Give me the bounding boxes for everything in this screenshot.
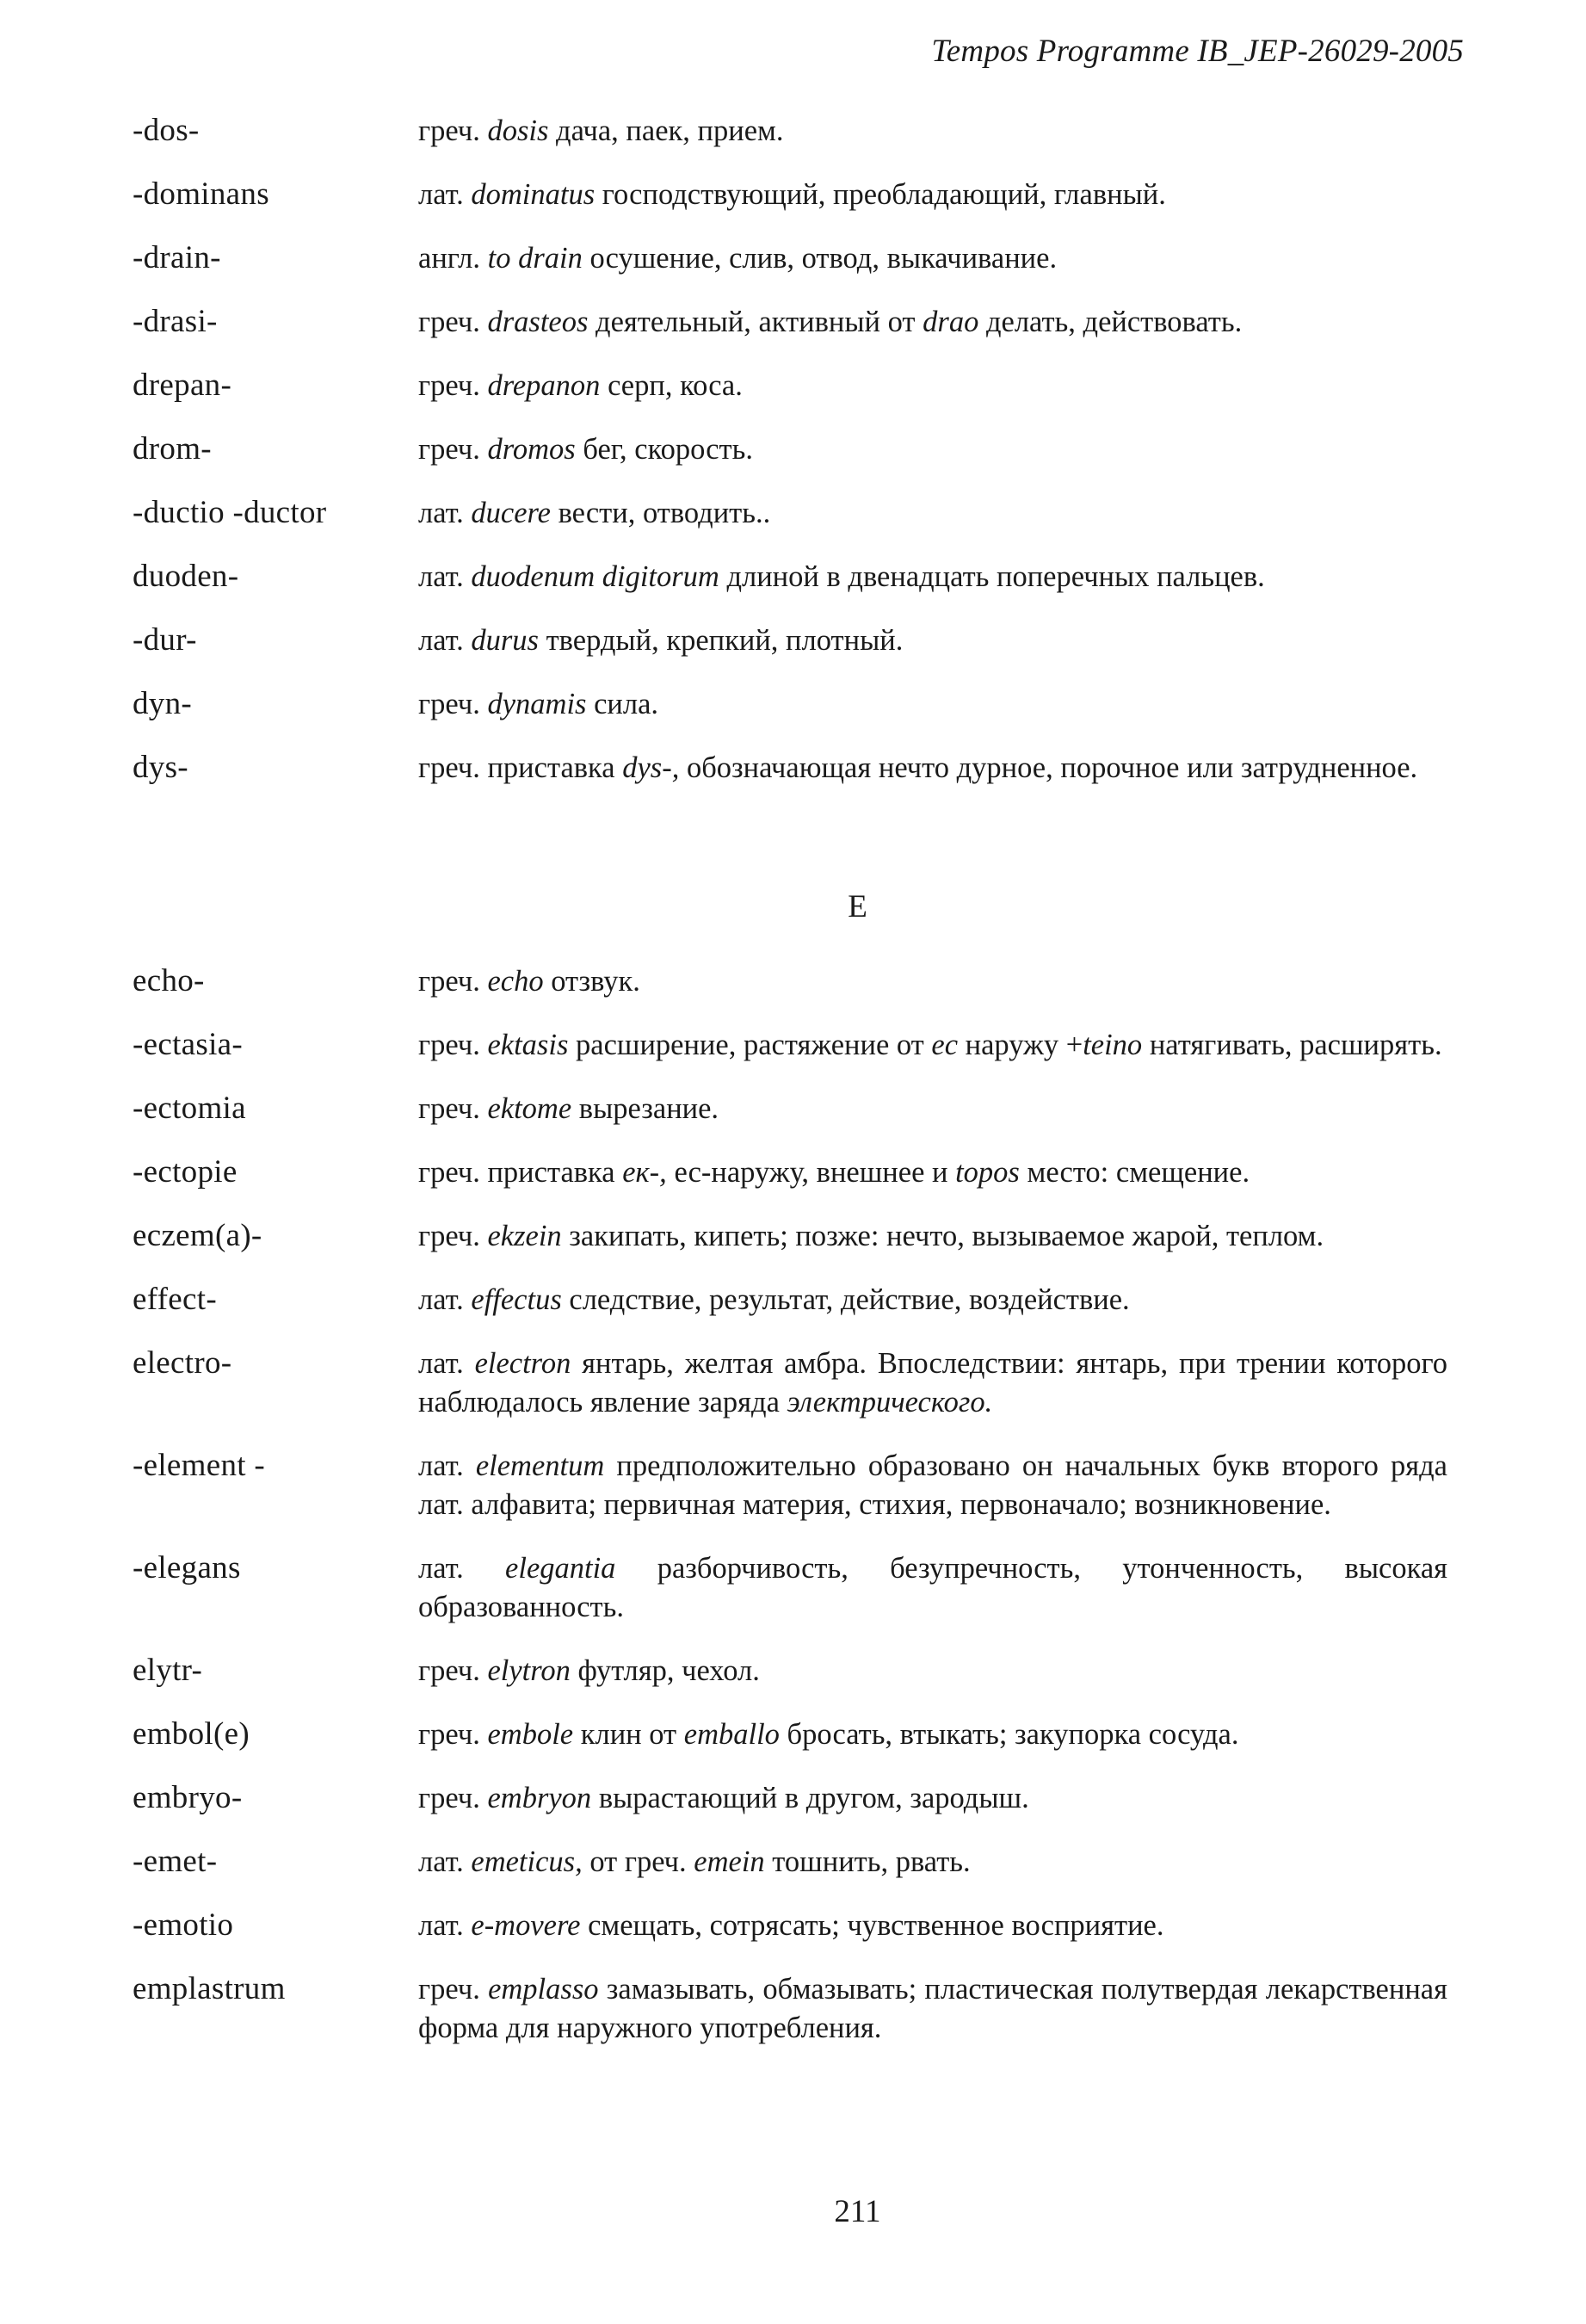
entry-definition bbox=[418, 1779, 1447, 1818]
definition-text: твердый, крепкий, плотный. bbox=[538, 624, 904, 657]
definition-italic-word: to drain bbox=[487, 242, 583, 275]
definition-text: место: смещение. bbox=[1019, 1156, 1250, 1189]
definition-text: вырастающий в другом, зародыш. bbox=[591, 1782, 1029, 1814]
glossary-entry bbox=[0, 1652, 1586, 1690]
definition-text: греч. bbox=[418, 433, 488, 466]
definition-italic-word: ducere bbox=[471, 497, 551, 529]
glossary-entry bbox=[0, 962, 1586, 1001]
definition-text: ес-наружу, внешнее и bbox=[666, 1156, 956, 1189]
definition-text: серп, коса. bbox=[600, 369, 743, 402]
entry-definition bbox=[418, 1153, 1447, 1192]
entry-term: electro- bbox=[133, 1345, 232, 1381]
entry-term: -emet- bbox=[133, 1844, 218, 1879]
glossary-entry bbox=[0, 1970, 1586, 2048]
entry-definition bbox=[418, 962, 1447, 1001]
definition-text: вырезание. bbox=[571, 1092, 719, 1125]
glossary-entry bbox=[0, 685, 1586, 724]
definition-italic-word: durus bbox=[471, 624, 539, 657]
definition-italic-word: emein bbox=[694, 1845, 765, 1878]
definition-italic-word: elementum bbox=[475, 1449, 605, 1482]
entry-definition bbox=[418, 112, 1447, 151]
definition-text: лат. bbox=[418, 1449, 476, 1482]
glossary-entry bbox=[0, 1843, 1586, 1882]
entry-definition bbox=[418, 1217, 1447, 1256]
entry-term: eczem(a)- bbox=[133, 1218, 262, 1253]
definition-text: греч. bbox=[418, 1654, 488, 1687]
definition-text: греч. bbox=[418, 1220, 488, 1252]
definition-text: лат. bbox=[418, 1552, 506, 1585]
definition-italic-word: effectus bbox=[471, 1283, 562, 1316]
entry-term: echo- bbox=[133, 963, 205, 998]
entry-term: -ectasia- bbox=[133, 1027, 243, 1062]
definition-italic-word: ektome bbox=[487, 1092, 572, 1125]
section-letter-heading: E bbox=[848, 889, 867, 924]
definition-italic-word: e-movere bbox=[471, 1909, 581, 1942]
entry-definition bbox=[418, 239, 1447, 278]
entry-term: embol(e) bbox=[133, 1716, 250, 1752]
definition-text: сила. bbox=[586, 688, 659, 720]
glossary-entry bbox=[0, 239, 1586, 278]
definition-italic-word: ек-, bbox=[622, 1156, 667, 1189]
glossary-entry bbox=[0, 1344, 1586, 1422]
entry-term: -ectopie bbox=[133, 1154, 238, 1190]
entry-definition bbox=[418, 1090, 1447, 1128]
definition-text: следствие, результат, действие, воздействие. bbox=[561, 1283, 1130, 1316]
entry-term: -dur- bbox=[133, 622, 197, 658]
definition-text: греч. bbox=[418, 1782, 488, 1814]
definition-text: дача, паек, прием. bbox=[548, 114, 784, 147]
definition-text: янтарь, желтая амбра. Впоследствии: янтарь, при трении которого наблюдалось явление заряда bbox=[418, 1347, 1447, 1419]
definition-text: деятельный, активный от bbox=[588, 306, 923, 338]
definition-italic-word: embole bbox=[487, 1718, 574, 1751]
definition-text: греч. bbox=[418, 1718, 488, 1751]
glossary-entry bbox=[0, 1907, 1586, 1945]
definition-text: вести, отводить.. bbox=[550, 497, 771, 529]
glossary-entry bbox=[0, 430, 1586, 469]
definition-italic-word: duodenum digitorum bbox=[471, 560, 719, 593]
definition-italic-word: ec bbox=[931, 1029, 959, 1061]
definition-text: лат. bbox=[418, 1347, 475, 1380]
entry-definition bbox=[418, 1026, 1447, 1065]
definition-italic-word: ekzein bbox=[487, 1220, 562, 1252]
definition-text: лат. bbox=[418, 1283, 472, 1316]
definition-text: длиной в двенадцать поперечных пальцев. bbox=[719, 560, 1265, 593]
definition-text: лат. bbox=[418, 1845, 472, 1878]
entry-definition bbox=[418, 1447, 1447, 1524]
definition-text: греч. приставка bbox=[418, 751, 623, 784]
definition-text: футляр, чехол. bbox=[570, 1654, 760, 1687]
definition-text: предположительно образовано он начальных букв второго ряда лат. алфавита; первичная материя, стихия, первоначало; возникновение. bbox=[418, 1449, 1447, 1521]
definition-text: греч. приставка bbox=[418, 1156, 623, 1189]
glossary-entry bbox=[0, 1217, 1586, 1256]
definition-italic-word: topos bbox=[955, 1156, 1020, 1189]
entry-term: -dominans bbox=[133, 176, 269, 212]
definition-text: греч. bbox=[418, 688, 488, 720]
entry-definition bbox=[418, 1907, 1447, 1945]
definition-italic-word: elytron bbox=[487, 1654, 571, 1687]
glossary-entry bbox=[0, 749, 1586, 788]
entry-term: -ductio -ductor bbox=[133, 495, 327, 530]
definition-text: лат. bbox=[418, 497, 472, 529]
glossary-entry bbox=[0, 1090, 1586, 1128]
glossary-entry bbox=[0, 1153, 1586, 1192]
entry-definition bbox=[418, 1652, 1447, 1690]
definition-text: греч. bbox=[418, 306, 488, 338]
glossary-entry bbox=[0, 494, 1586, 533]
definition-text: лат. bbox=[418, 624, 472, 657]
definition-italic-word: dominatus bbox=[471, 178, 596, 211]
definition-text: лат. bbox=[418, 560, 472, 593]
definition-italic-word: electron bbox=[474, 1347, 571, 1380]
definition-text: господствующий, преобладающий, главный. bbox=[595, 178, 1166, 211]
glossary-entry bbox=[0, 303, 1586, 342]
entry-term: -drasi- bbox=[133, 304, 218, 339]
definition-text: разборчивость, безупречность, утонченность, высокая образованность. bbox=[418, 1552, 1448, 1623]
definition-italic-word: drepanon bbox=[487, 369, 601, 402]
entry-term: -dos- bbox=[133, 113, 200, 148]
definition-text: тошнить, рвать. bbox=[764, 1845, 971, 1878]
definition-text: расширение, растяжение от bbox=[568, 1029, 932, 1061]
definition-text: натягивать, расширять. bbox=[1142, 1029, 1442, 1061]
entry-definition bbox=[418, 1281, 1447, 1320]
definition-text: смещать, сотрясать; чувственное восприятие. bbox=[580, 1909, 1164, 1942]
glossary-entry bbox=[0, 621, 1586, 660]
definition-italic-word: emplasso bbox=[488, 1973, 599, 2006]
glossary-entry bbox=[0, 558, 1586, 596]
entry-term: dyn- bbox=[133, 686, 193, 721]
definition-text: осушение, слив, отвод, выкачивание. bbox=[582, 242, 1058, 275]
definition-italic-word: электрического. bbox=[787, 1386, 993, 1419]
definition-text: закипать, кипеть; позже: нечто, вызываемое жарой, теплом. bbox=[561, 1220, 1324, 1252]
entry-definition bbox=[418, 1843, 1447, 1882]
entry-term: -emotio bbox=[133, 1907, 234, 1943]
entry-term: dys- bbox=[133, 750, 188, 785]
glossary-section-d bbox=[0, 112, 1586, 813]
glossary-entry bbox=[0, 112, 1586, 151]
definition-text: отзвук. bbox=[543, 965, 640, 998]
definition-italic-word: elegantia bbox=[505, 1552, 616, 1585]
entry-definition bbox=[418, 621, 1447, 660]
definition-text: греч. bbox=[418, 1092, 488, 1125]
definition-text: клин от bbox=[573, 1718, 684, 1751]
entry-definition bbox=[418, 494, 1447, 533]
page-number: 211 bbox=[834, 2194, 881, 2229]
definition-text: греч. bbox=[418, 1029, 488, 1061]
definition-text: замазывать, обмазывать; пластическая полутвердая лекарственная форма для наружного употребления. bbox=[418, 1973, 1447, 2044]
definition-text: греч. bbox=[418, 114, 488, 147]
definition-text: наружу + bbox=[958, 1029, 1083, 1061]
definition-text: лат. bbox=[418, 1909, 472, 1942]
definition-text: бег, скорость. bbox=[575, 433, 753, 466]
definition-italic-word: echo bbox=[487, 965, 544, 998]
glossary-entry bbox=[0, 176, 1586, 214]
glossary-entry bbox=[0, 1715, 1586, 1754]
entry-definition bbox=[418, 685, 1447, 724]
glossary-entry bbox=[0, 1281, 1586, 1320]
glossary-section-e bbox=[0, 962, 1586, 2073]
entry-definition bbox=[418, 367, 1447, 405]
entry-definition bbox=[418, 1549, 1447, 1627]
definition-italic-word: dys-, bbox=[622, 751, 680, 784]
entry-definition bbox=[418, 558, 1447, 596]
definition-text: лат. bbox=[418, 178, 472, 211]
entry-definition bbox=[418, 430, 1447, 469]
entry-definition bbox=[418, 176, 1447, 214]
definition-text: обозначающая нечто дурное, порочное или затрудненное. bbox=[679, 751, 1418, 784]
definition-text: англ. bbox=[418, 242, 488, 275]
entry-term: elytr- bbox=[133, 1653, 203, 1688]
glossary-entry bbox=[0, 367, 1586, 405]
definition-italic-word: ektasis bbox=[487, 1029, 569, 1061]
page-header: Tempos Programme IB_JEP-26029-2005 bbox=[931, 34, 1464, 69]
entry-term: -drain- bbox=[133, 240, 221, 275]
entry-term: -element - bbox=[133, 1448, 265, 1483]
definition-italic-word: drao bbox=[923, 306, 979, 338]
entry-term: -elegans bbox=[133, 1550, 241, 1585]
definition-italic-word: teino bbox=[1083, 1029, 1143, 1061]
definition-italic-word: embryon bbox=[487, 1782, 592, 1814]
entry-term: drom- bbox=[133, 431, 212, 467]
definition-italic-word: emballo bbox=[683, 1718, 780, 1751]
definition-text: греч. bbox=[418, 965, 488, 998]
glossary-entry bbox=[0, 1549, 1586, 1627]
definition-text: делать, действовать. bbox=[978, 306, 1243, 338]
entry-term: drepan- bbox=[133, 368, 232, 403]
entry-definition bbox=[418, 1970, 1447, 2048]
glossary-entry bbox=[0, 1447, 1586, 1524]
entry-term: embryo- bbox=[133, 1780, 243, 1815]
entry-definition bbox=[418, 1715, 1447, 1754]
definition-italic-word: dromos bbox=[487, 433, 576, 466]
definition-text: греч. bbox=[418, 369, 488, 402]
entry-term: effect- bbox=[133, 1282, 217, 1317]
entry-term: emplastrum bbox=[133, 1971, 286, 2006]
definition-italic-word: dynamis bbox=[487, 688, 587, 720]
glossary-entry bbox=[0, 1026, 1586, 1065]
entry-term: -ectomia bbox=[133, 1091, 246, 1126]
entry-definition bbox=[418, 1344, 1447, 1422]
definition-text: греч. bbox=[418, 1973, 489, 2006]
definition-italic-word: drasteos bbox=[487, 306, 589, 338]
definition-text: от греч. bbox=[582, 1845, 694, 1878]
definition-italic-word: dosis bbox=[487, 114, 549, 147]
glossary-entry bbox=[0, 1779, 1586, 1818]
entry-definition bbox=[418, 303, 1447, 342]
definition-text: бросать, втыкать; закупорка сосуда. bbox=[779, 1718, 1239, 1751]
definition-italic-word: emeticus, bbox=[471, 1845, 583, 1878]
entry-definition bbox=[418, 749, 1447, 788]
entry-term: duoden- bbox=[133, 559, 239, 594]
